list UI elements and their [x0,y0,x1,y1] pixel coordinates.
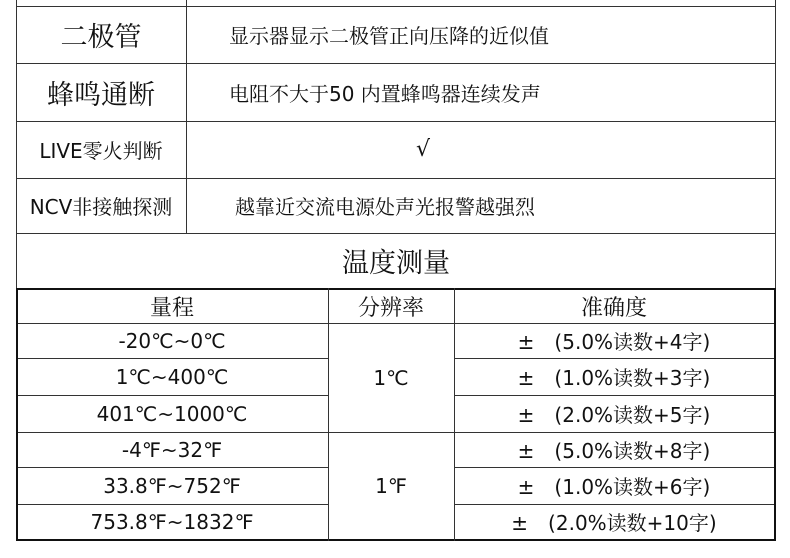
table-cell-range: 753.8℉~1832℉ [90,509,254,534]
column-header-resolution: 分辨率 [357,295,424,321]
feature-name-ncv: NCV非接触探测 [29,195,173,219]
table-cell-accuracy: ± (1.0%读数+6字) [517,475,711,499]
table-cell-range: 1℃~400℃ [115,364,229,389]
table-cell-range: 33.8℉~752℉ [103,473,241,498]
column-header-accuracy: 准确度 [580,295,647,321]
column-divider [774,288,776,541]
table-cell-accuracy: ± (1.0%读数+3字) [517,366,711,390]
table-cell-range: -4℉~32℉ [121,437,223,462]
feature-name-diode: 二极管 [60,22,142,53]
feature-desc-diode: 显示器显示二极管正向压降的近似值 [229,24,549,48]
table-cell-resolution-celsius: 1℃ [373,365,409,390]
table-cell-range: 401℃~1000℃ [96,401,248,426]
table-cell-accuracy: ± (5.0%读数+8字) [517,439,711,463]
row-divider [16,539,776,541]
feature-desc-ncv: 越靠近交流电源处声光报警越强烈 [235,195,535,219]
column-header-range: 量程 [149,295,194,321]
column-divider [186,0,187,233]
table-cell-accuracy: ± (2.0%读数+10字) [511,511,717,535]
section-title-temperature: 温度测量 [342,248,450,279]
table-cell-accuracy: ± (2.0%读数+5字) [517,403,711,427]
table-cell-range: -20℃~0℃ [118,328,226,353]
checkmark-icon: √ [415,137,431,162]
feature-name-live: LIVE零火判断 [39,139,163,163]
feature-name-continuity: 蜂鸣通断 [47,79,155,111]
table-cell-resolution-fahrenheit: 1℉ [375,473,407,498]
feature-desc-continuity: 电阻不大于50 内置蜂鸣器连续发声 [229,81,541,106]
spec-table [16,0,776,541]
table-cell-accuracy: ± (5.0%读数+4字) [517,330,711,354]
